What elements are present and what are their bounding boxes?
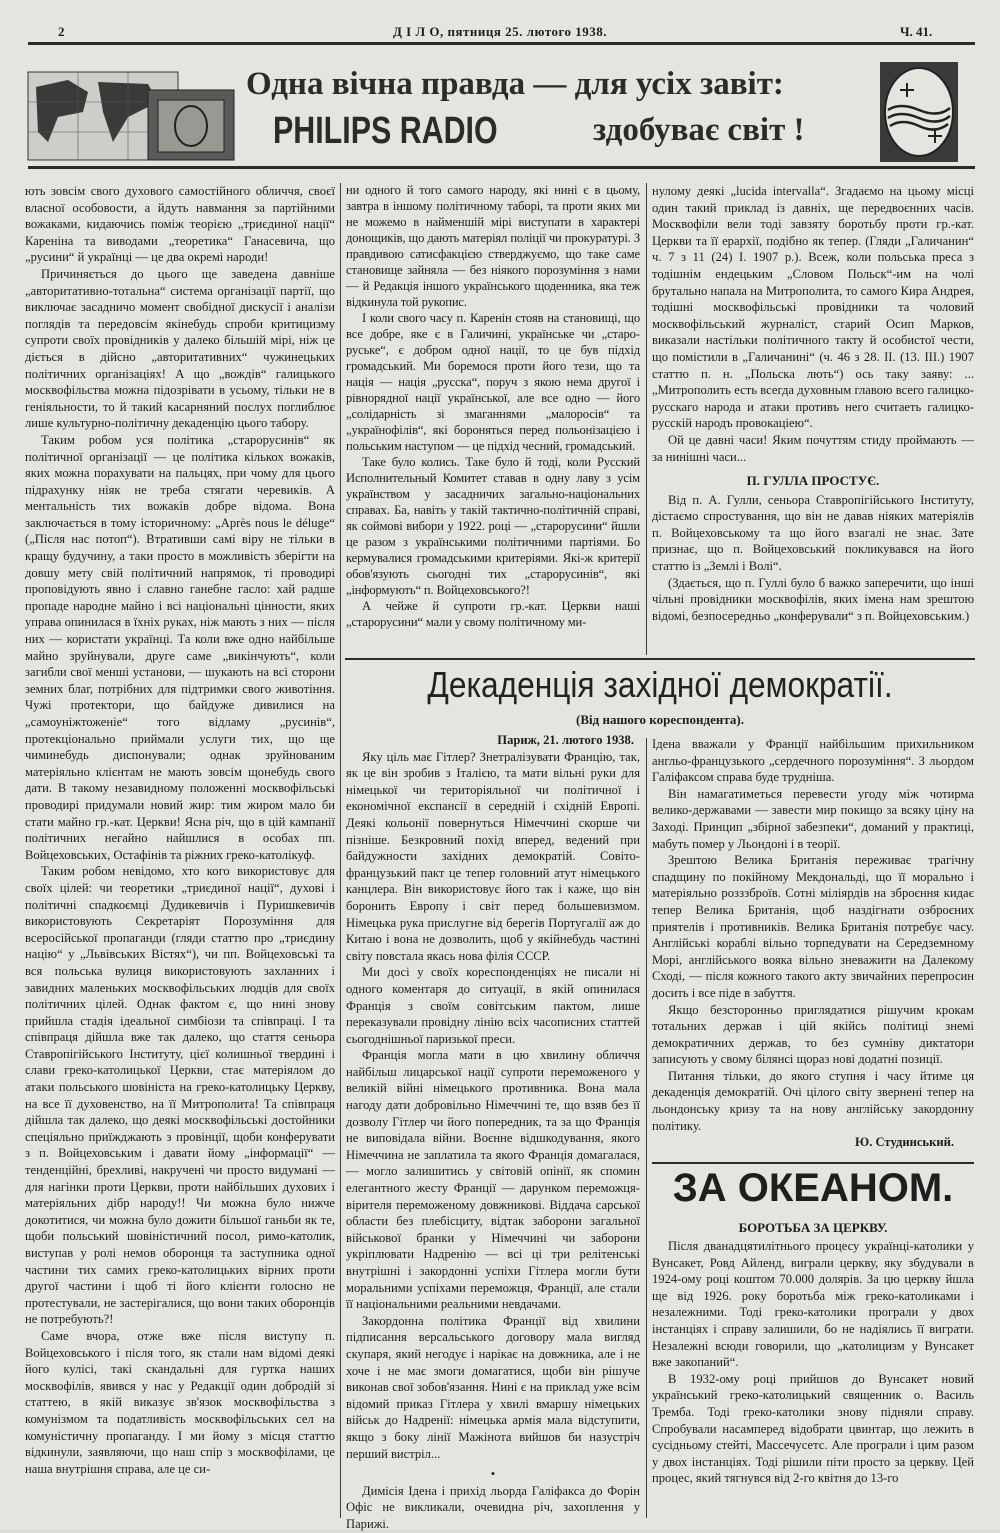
paragraph: Франція могла мати в цю хвилину обличчя найбільш лицарської нації супроти переможеного у великій війні німецького противника. Вона мала нагоду дати добровільно Німеччині те, що взяв без її дозволу Гітлер чи його попередник, та за що Франція не виповідала війни. Воєнне відшкодування, якого Німеччина не заплатила та якого Франція домагалася, — могло залишитись у світовій опінії, як спомин елегантного жесту Франції — дарунком переможця-вірителя переможеному довжникові. Віддача сарської области без плебісциту, відтак заборони загальної військової бранки у Німеччині чи заборони укріплювати Надренію — всі ці три релітенські внутрішні і закордонні успіхи Гітлера могли бути моральними успіхами переможця, Франції, але стали її національними реальними невдачами. — [346, 1048, 640, 1312]
paragraph: Яку ціль має Гітлер? Знетралізувати Францію, так, як це він зробив з Італією, та мати вільні руки для німецької чи територіяльної чи політичної і економічної експансії в середній і східній Европі. Деякі кольонії повернуться Німеччині скорше чи пізніше. Безкровний похід вперед, ведений при байдужности західних демократій. Совіто-французький пакт це тепер головний атут німецького канцлера. Він використовує його так і каже, що він боронить Европу і світ перед большевизмом. Німецька рука прислугне від берегів Португалії аж до Китаю і вона не дозволить, щоб у якійнебудь частині світу повстала якась нова філія СССР. — [346, 749, 640, 963]
article-column-2 — [346, 182, 640, 657]
paragraph: Таким робом уся політика „старорусинів“ як політичної організації — це політика кількох вожаків, яких можна порахувати на пальцях, при чому для цього підрахунку ніяк не треба стягати черевиків. А ментальність тих вожаків добре відома. Вона заключається в тому історичному: „Après nous le déluge“ („Після нас потоп“). Втративши самі віру не тільки в кращу будучину, а таки просто в можливість зберігти на довшу мету свій політичний напрямок, ті проводирі проповідують явно і славно ганебне гасло: хай радше пропаде народне майно і всі національні цінности, яких управа опинилася в їхніх руках, ніж мають з них — після них — користати українці. Та коли вже одно найбільше майно зруйнували, друге саме „викінчують“, коли загибли свої менші установи, — шукають на всі сторони земних благ, потрібних для підтримки свого животіння. Чужі протектори, що байдуже дивилися на „самоуніжтоженіе“ того відламу „русинів“, протекціонально приймали услуги тих, що ще чиминебудь диспонували; однак зруйнованим матеріяльно клієнтам не мають зовсім щонебудь свого дати. В такому незавидному положенні москвофільські проводирі придумали новий жир: тим жиром мало би стати майно гр.-кат. Церкви! Ясна річ, що в цій кампанії політичних негайно найшлися в особах пп. Войцеховських, Остафінів та ріжних греко-католікуф. — [25, 432, 335, 862]
paragraph: Ідена вважали у Франції найбільшим прихильником англьо-французького „сердечного порозуміння“. З льордом Галіфаксом справа буде трудніша. — [652, 737, 974, 785]
philips-radio-ad — [28, 62, 975, 162]
column-divider — [646, 183, 647, 655]
newspaper-masthead-line: Д І Л О, пятниця 25. лютого 1938. — [392, 24, 608, 39]
paragraph: Саме вчора, отже вже після виступу п. Войцеховського і після того, як стали нам відомі деякі його кулісі, такі скандальні для гуртка наших москвофілів, явився у нас у Редакції один добродій зі статтею, в якій виказує зв'язок москвофільства з комунізмом та податливість москвофільських сел на комуністичну пропаганду. І ми йому з місця статтю відкинули, заявляючи, що наш спір з москвофілами, це наша внутрішня справа, але це си- — [25, 1328, 335, 1476]
paragraph: ни одного й того самого народу, які нині є в цьому, завтра в іншому політичному таборі, та проти яких ми не можемо в найменшій мірі виступати в характері донощиків, що дають матеріял поліції чи прокуратурі. З правдивою сатисфакцією стверджуємо, що таке саме становище зайняла — без ніякого порозуміння з нами — й Редакція іншого українського щоденника, яка теж відкинула той рукопис. — [346, 183, 640, 309]
article-column-3 — [652, 183, 974, 655]
paragraph: Закордонна політика Франції від хвилини підписання версальського договору мала вигляд скупаря, який негодує і нарікає на довжника, але і не хоче і не має змоги домагатися, щоби він рішуче виконав свої зобов'язання. Нині є на приклад уже всім відомий приказ Гітлера у хвилі вмаршу німецьких військ до Надренії: німецька армія мала відступити, якщо з боку лінії Мажінота вийшов би назустріч перший вистріл... — [346, 1313, 640, 1461]
article-column-b — [652, 736, 974, 1158]
paragraph: І коли свого часу п. Каренін стояв на становищі, що все добре, яке є в Галичині, українське чи „староруське“, є добром одної нації, то це був підхід громадський. Ми боремося проти його тези, що та нація — нація „русска“, поруч з якою нема другої і рівнорядної нації української, але все одно — його „солідарність зі змаганнями „малоросів“ та „українофілів“, які бороняться перед польонізацією і польським наступом — це підхід чесний, громадський. — [346, 311, 640, 453]
section-heading: П. ГУЛЛА ПРОСТУЄ. — [746, 473, 880, 489]
paragraph: Після дванадцятилітнього процесу українці-католики у Вунсакет, Ровд Айленд, виграли церкву, яку збудували в 1924-ому році коштом 70.000 долярів. За цю церкву йшла ще від 1926. року боротьба між греко-католиками і незалежними. Тоді греко-католики програли у двох інстанціях і справу залишили, бо не надіялись її виграти. Незалежні всюди говорили, що „католицизм у Вунсакет вже закопаний“. — [652, 1239, 974, 1370]
column-divider — [340, 183, 341, 1518]
dateline: Париж, 21. лютого 1938. — [497, 733, 634, 747]
separator-dot: • — [490, 1467, 496, 1482]
section-rule — [652, 1162, 974, 1164]
article-subheadline: БОРОТЬБА ЗА ЦЕРКВУ. — [738, 1220, 888, 1235]
article-headline: Декаденція західної демократії. — [427, 664, 893, 705]
ad-slogan: Одна вічна правда — для усіх завіт: — [246, 66, 784, 102]
article-column-a — [346, 732, 640, 1531]
paragraph: Таким робом невідомо, хто кого використовує для своїх цілей: чи теоретики „триєдиної нації“, духові і політичні спадкоємці Дудикевичів і Пуришкевичів використовують Секретаріят Порозуміння для всеросійської пропаганди (гляди статтю про „триєдину націю“ у „Львівських Вістях“), чи пп. Войцеховські та вся польська вулиця використовують захланних і завидних маленьких москвофільських людців для своїх політичних цілей. Однак фактом є, що нині знову прийшла стадія ідеальної симбіози та співпраці. І та співпраця дійшла вже так далеко, що стаття сеньора Ставропігійського Інституту, цієї колишньої твердині і слави греко-католицької Церкви, стає матеріялом до атаки польського шовініста на греко-католицьку Церкву, на все її духовенство, на її Митрополита! Та співпраця дійшла так далеко, що деякі москвофільські достойники спеціяльно приїжджають з провінції, щоби конферувати з п. Войцеховським і давати йому „інформації“ — тенденційні, брехливі, накручені чи просто видумані — для нагінки проти Церкви, проти найбільших духових і матеріяльних дібр народу!! Чи можна було нижче докотитися, чи можна було дожити більшої ганьби як те, щоби польський шовіністичний посол, римо-католик, виступав у ролі немов оборонця та заступника одної частини тих самих греко-католицьких вірних проти другої частини і щоб ті його клієнти голосно не протестували, не застерігалися, що вони таких оборонців не потребують?! — [25, 864, 335, 1327]
paragraph: Ой це давні часи! Яким почуттям стиду проймають — за нинішні часи... — [652, 432, 974, 464]
paragraph: Він намагатиметься перевести угоду між чотирма велико-державами — завести мир покищо за всяку ціну на Заході. Принцип „збірної забезпеки“, доманий у практиці, мабуть помер у Льондоні і в теорії. — [652, 786, 974, 851]
philips-logo-icon — [880, 62, 958, 162]
paragraph: Якщо безсторонньо приглядатися рішучим крокам тотальних держав і цій якійсь політиці знемі демократичних держав, то без сумніву диктатори записують у свому білянсі щораз нові додатні позиції. — [652, 1002, 974, 1067]
ad-brand: PHILIPS RADIO — [273, 110, 498, 152]
paragraph: В 1932-ому році прийшов до Вунсакет новий український греко-католицький священник о. Василь Тремба. Тоді греко-католики знову підняли справу. Спробували насамперед відобрати цвинтар, що лежить в сусідньому стейті, Массечусетс. Але програли і цим разом у двох інстанціях. Тоді рішили піти просто за церкву. Цей процес, який тягнувся від 2-го квітня до 13-го — [652, 1371, 974, 1486]
paragraph: нулому деякі „lucida intervalla“. Згадаємо на цьому місці один такий приклад із давніх, ще передвоєнних часів. Москвофіли вели тоді завзяту боротьбу проти гр.-кат. Церкви та її ерархії, подібно як тепер. (Гляди „Галичанин“ ч. 7 з 11 (24) І. 1907 р.). Всеж, коли польська преса з тодішнім ендецьким „Словом Польск“-им на чолі брутально напала на Митрополита, то самого Кира Андрея, тодішні москвофільські провідники та чоловий москвофільський журналіст, старий Осип Марков, виказали настільки політичного такту й особистої чести, що помістили в „Галичанині“ (ч. 46 з 28. II. (13. III.) 1907 статтю п. н. „Польска лють“) ось таку заяву: ...„Митрополить есть всегда духовным главою всего галицко-русскаго народа и атаки противъ него считаеть галицко-русскій народъ провокаціею“. — [652, 184, 974, 431]
paragraph: Зрештою Велика Британія переживає трагічну спадщину по покійному Мекдональді, що її морально і матеріяльно розззброїв. Сотні міліярдів на зброєння кидає тепер Велика Британія, щоб наздігнати озброєних приятелів і противників. Велика Британія потребує часу. Англійські кораблі вільно торпедувати на Середземному Морі, англійського вояка вільно зневажити на Далекому Сході, — після кожного такого акту звичайних перепросин досить і все піде в забуття. — [652, 853, 974, 1000]
paragraph: Ми досі у своїх кореспонденціях не писали ні одного коментаря до ситуації, в якій опинилася Франція з своїм совітським пактом, лише переказували провідну лінію всіх часописних статтей сьогоднішньої паризької преси. — [346, 965, 640, 1046]
world-map-radio-illustration — [28, 72, 238, 162]
article-column-1 — [25, 183, 335, 1518]
paragraph: Димісія Ідена і прихід льорда Галіфакса до Форін Офіс не викликали, очевидна річ, захоплення у Парижі. — [346, 1483, 640, 1531]
page-number: 2 — [58, 24, 65, 39]
paragraph: А чейже й супроти гр.-кат. Церкви наші „старорусини“ мали у свому політичному ми- — [346, 599, 640, 629]
author-signature: Ю. Студинський. — [855, 1135, 954, 1150]
ad-tagline: здобуває світ ! — [593, 112, 805, 148]
article-byline: (Від нашого кореспондента). — [576, 712, 744, 727]
article-headline: ЗА ОКЕАНОМ. — [672, 1166, 954, 1210]
paragraph: Від п. А. Гулли, сеньора Ставропігійського Інституту, дістаємо спростування, що він не давав ніяких матеріялів п. Войцеховському та що його взагалі не знає. Зате признає, що п. Войцеховський покликувався на його статтю із „Землі і Волі“. — [652, 492, 974, 574]
paragraph: (Здається, що п. Гуллі було б важко заперечити, що інші чільні провідники москвофілів, яких імена нам зрештою відомі, безпосередньо „конферували“ з п. Войцеховським.) — [652, 575, 974, 623]
article-column-ocean — [652, 1238, 974, 1518]
paragraph: Питання тільки, до якого ступня і часу йтиме ця декаденція демократій. Очі цілого світу звернені тепер на льондонську кризу та на нову англійську закордонну політику. — [652, 1068, 974, 1133]
issue-number: Ч. 41. — [900, 24, 933, 39]
section-rule — [345, 658, 975, 660]
ad-bottom-rule — [28, 166, 975, 169]
column-divider — [646, 738, 647, 1518]
header-rule — [28, 42, 975, 45]
paragraph: Причиняється до цього ще заведена давніше „авторитативно-тотальна“ система організації партії, що виключає засадничо момент свобідної дискусії і аналізи поглядів та передовсім якінебудь спроби критицизму супроти своїх провідників у далеко більшій мірі, ніж це діється в дійсно „авторитативних“ чужинецьких політичних організаціях! А що „вождів“ галицького москвофільства можна підозрівати в усьому, тільки не в геніяльности, то й такий касарняний послух поглиблює лише культурно-політичну декаденцію цього табору. — [25, 266, 335, 431]
paragraph: ють зовсім свого духового самостійного обличчя, своєї власної особовости, а йдуть навмання за партійними вожаками, кидаючись поміж теорією „триєдиної нації“ Кареніна та виводами „теоретика“ Ганасевича, що „русини“ й українці — це два окремі народи! — [25, 184, 335, 265]
paragraph: Таке було колись. Таке було й тоді, коли Русский Исполнительный Комитет ставав в одну лаву з усім українством у засадничих загально-національних справах. Ба, навіть у такій тактично-політичній справі, як соймові вибори у 1922. році — „старорусини“ йшли це разом з українськими політичними партіями. Бо кермувалися громадськими критеріями. Які-ж критерії обов'язують сьогодні тих „старорусинів“, які „інформують“ п. Войцеховського?! — [346, 455, 640, 597]
